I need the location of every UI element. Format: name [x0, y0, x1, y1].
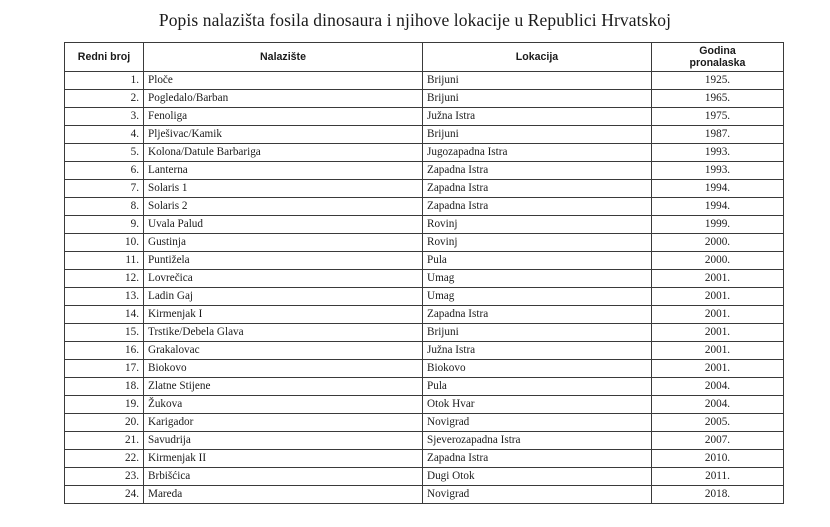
site-location: Brijuni: [423, 126, 652, 144]
site-location: Jugozapadna Istra: [423, 144, 652, 162]
discovery-year: 2001.: [652, 342, 784, 360]
header-location: Lokacija: [423, 43, 652, 72]
header-row: [65, 43, 784, 72]
table-row: [65, 198, 784, 216]
site-location: Umag: [423, 288, 652, 306]
row-number: 21.: [65, 432, 144, 450]
site-name: Kirmenjak I: [144, 306, 423, 324]
row-number: 6.: [65, 162, 144, 180]
site-location: Južna Istra: [423, 342, 652, 360]
site-location: Rovinj: [423, 234, 652, 252]
discovery-year: 2004.: [652, 378, 784, 396]
table-row: [65, 252, 784, 270]
row-number: 23.: [65, 468, 144, 486]
site-name: Solaris 2: [144, 198, 423, 216]
table-row: [65, 342, 784, 360]
discovery-year: 1999.: [652, 216, 784, 234]
site-name: Solaris 1: [144, 180, 423, 198]
discovery-year: 2001.: [652, 288, 784, 306]
site-location: Brijuni: [423, 72, 652, 90]
row-number: 15.: [65, 324, 144, 342]
site-name: Puntižela: [144, 252, 423, 270]
discovery-year: 2007.: [652, 432, 784, 450]
discovery-year: 1993.: [652, 144, 784, 162]
discovery-year: 2000.: [652, 234, 784, 252]
table-body: [65, 72, 784, 504]
site-location: Novigrad: [423, 414, 652, 432]
row-number: 3.: [65, 108, 144, 126]
row-number: 11.: [65, 252, 144, 270]
table-row: [65, 468, 784, 486]
discovery-year: 2001.: [652, 306, 784, 324]
site-location: Južna Istra: [423, 108, 652, 126]
row-number: 22.: [65, 450, 144, 468]
site-location: Brijuni: [423, 90, 652, 108]
site-name: Fenoliga: [144, 108, 423, 126]
site-location: Dugi Otok: [423, 468, 652, 486]
header-year-line1: Godina: [699, 45, 736, 57]
discovery-year: 2005.: [652, 414, 784, 432]
discovery-year: 1975.: [652, 108, 784, 126]
discovery-year: 2010.: [652, 450, 784, 468]
discovery-year: 1994.: [652, 198, 784, 216]
discovery-year: 2011.: [652, 468, 784, 486]
site-name: Brbišćica: [144, 468, 423, 486]
site-location: Novigrad: [423, 486, 652, 504]
row-number: 2.: [65, 90, 144, 108]
discovery-year: 2001.: [652, 324, 784, 342]
site-name: Karigador: [144, 414, 423, 432]
row-number: 16.: [65, 342, 144, 360]
row-number: 24.: [65, 486, 144, 504]
header-site: Nalazište: [144, 43, 423, 72]
discovery-year: 1965.: [652, 90, 784, 108]
site-name: Kolona/Datule Barbariga: [144, 144, 423, 162]
discovery-year: 2004.: [652, 396, 784, 414]
site-location: Zapadna Istra: [423, 162, 652, 180]
site-name: Biokovo: [144, 360, 423, 378]
discovery-year: 2001.: [652, 270, 784, 288]
table-row: [65, 306, 784, 324]
row-number: 20.: [65, 414, 144, 432]
site-location: Pula: [423, 378, 652, 396]
discovery-year: 1987.: [652, 126, 784, 144]
table-header: [65, 43, 784, 72]
site-location: Sjeverozapadna Istra: [423, 432, 652, 450]
document-title: Popis nalazišta fosila dinosaura i njihove lokacije u Republici Hrvatskoj: [158, 10, 672, 30]
row-number: 12.: [65, 270, 144, 288]
table-row: [65, 180, 784, 198]
dinosaur-sites-table: [64, 42, 784, 504]
table-row: [65, 72, 784, 90]
site-name: Mareda: [144, 486, 423, 504]
table-row: [65, 90, 784, 108]
site-location: Otok Hvar: [423, 396, 652, 414]
table-row: [65, 378, 784, 396]
row-number: 1.: [65, 72, 144, 90]
discovery-year: 2018.: [652, 486, 784, 504]
site-name: Pogledalo/Barban: [144, 90, 423, 108]
site-name: Grakalovac: [144, 342, 423, 360]
row-number: 13.: [65, 288, 144, 306]
row-number: 14.: [65, 306, 144, 324]
site-name: Plješivac/Kamik: [144, 126, 423, 144]
row-number: 8.: [65, 198, 144, 216]
site-name: Zlatne Stijene: [144, 378, 423, 396]
table-row: [65, 270, 784, 288]
discovery-year: 2000.: [652, 252, 784, 270]
table-row: [65, 396, 784, 414]
row-number: 19.: [65, 396, 144, 414]
table-row: [65, 126, 784, 144]
site-name: Savudrija: [144, 432, 423, 450]
site-location: Pula: [423, 252, 652, 270]
site-name: Lovrečica: [144, 270, 423, 288]
row-number: 18.: [65, 378, 144, 396]
row-number: 7.: [65, 180, 144, 198]
site-location: Zapadna Istra: [423, 450, 652, 468]
table-row: [65, 324, 784, 342]
site-name: Trstike/Debela Glava: [144, 324, 423, 342]
discovery-year: 2001.: [652, 360, 784, 378]
row-number: 5.: [65, 144, 144, 162]
table-row: [65, 216, 784, 234]
discovery-year: 1925.: [652, 72, 784, 90]
row-number: 4.: [65, 126, 144, 144]
site-location: Zapadna Istra: [423, 180, 652, 198]
site-name: Lanterna: [144, 162, 423, 180]
site-name: Žukova: [144, 396, 423, 414]
table-row: [65, 414, 784, 432]
header-year: [652, 43, 784, 72]
row-number: 10.: [65, 234, 144, 252]
site-location: Umag: [423, 270, 652, 288]
site-location: Rovinj: [423, 216, 652, 234]
table-row: [65, 432, 784, 450]
discovery-year: 1993.: [652, 162, 784, 180]
table-row: [65, 162, 784, 180]
row-number: 9.: [65, 216, 144, 234]
site-name: Ploče: [144, 72, 423, 90]
table-row: [65, 360, 784, 378]
site-location: Zapadna Istra: [423, 198, 652, 216]
header-number: Redni broj: [65, 43, 144, 72]
header-year-line2: pronalaska: [689, 57, 746, 69]
site-name: Uvala Palud: [144, 216, 423, 234]
site-name: Gustinja: [144, 234, 423, 252]
site-location: Zapadna Istra: [423, 306, 652, 324]
table-row: [65, 450, 784, 468]
site-name: Kirmenjak II: [144, 450, 423, 468]
discovery-year: 1994.: [652, 180, 784, 198]
site-location: Biokovo: [423, 360, 652, 378]
table-row: [65, 288, 784, 306]
table-row: [65, 144, 784, 162]
row-number: 17.: [65, 360, 144, 378]
site-name: Ladin Gaj: [144, 288, 423, 306]
table-row: [65, 486, 784, 504]
site-location: Brijuni: [423, 324, 652, 342]
table-row: [65, 234, 784, 252]
table-row: [65, 108, 784, 126]
